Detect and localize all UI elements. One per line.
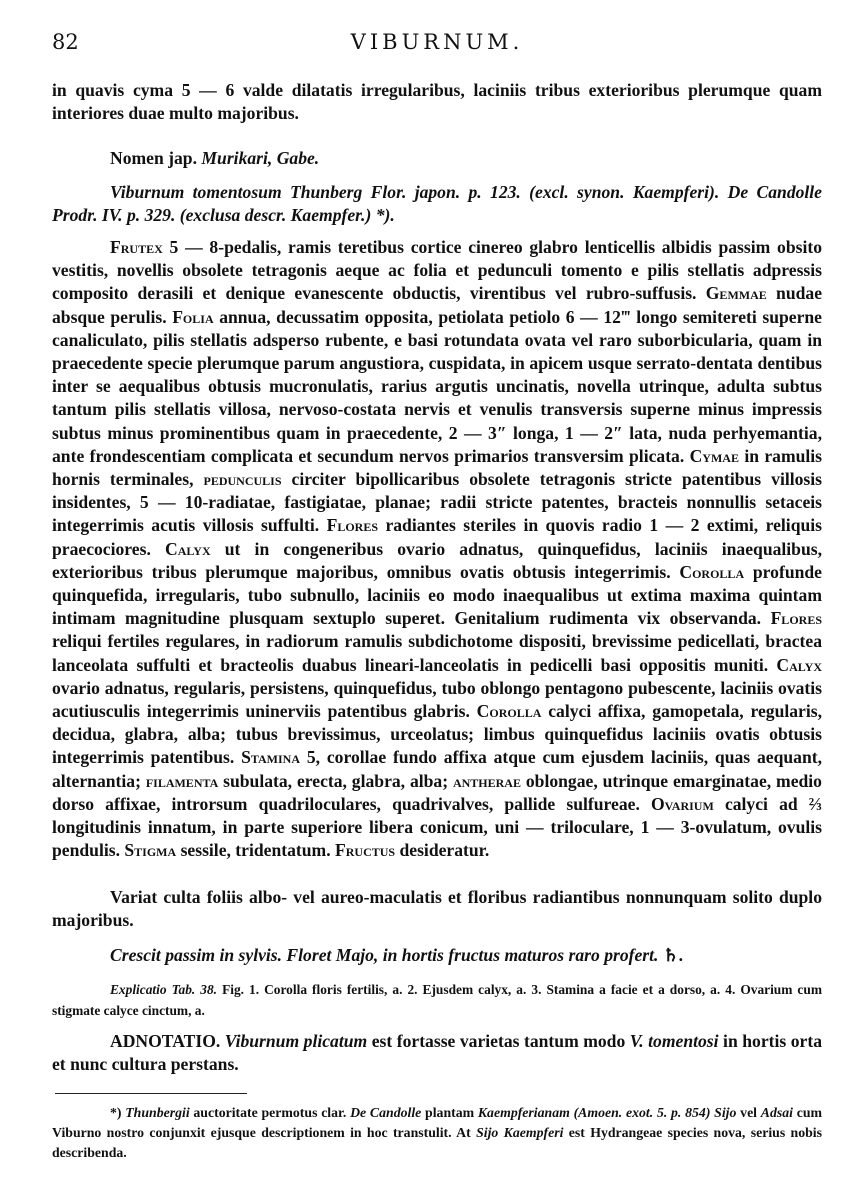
nomen-label: Nomen jap.: [110, 148, 197, 168]
term-flores: Flores: [326, 515, 379, 536]
term-folia: Folia: [172, 306, 214, 327]
footnote: [52, 1103, 822, 1163]
japanese-names: Murikari, Gabe.: [201, 148, 320, 168]
desc-text: profunde quinquefida, irregularis, tubo subnullo, laciniis eo modo inaequalibus ut extima maxima quintam intimam magnitudine plusquam sextuplo superet. Genitalium rudimenta vix observanda.: [52, 561, 822, 629]
footnote-text: vel: [736, 1105, 761, 1120]
desc-text: circiter bipollicaribus obsolete tetragonis stricte patentibus villosis insidentes, 5 — 10-radiatae, fastigiatae, planae; radii stricte patentes, bracteis nonnullis setaceis integerrimis acutis villosis suffulti.: [52, 469, 822, 536]
desc-text: oblongae, utrinque emarginatae, medio dorso affixae, introrsum quadriloculares, quadrivalves, pallide sulfureae.: [52, 770, 822, 814]
adnotatio-text: est fortasse varietas tantum modo: [367, 1031, 630, 1051]
footnote-divider: [55, 1093, 247, 1094]
footnote-text: plantam: [421, 1105, 478, 1120]
nomen-japonicum: [52, 147, 822, 170]
term-stigma: Stigma: [124, 840, 177, 861]
term-cymae: Cymae: [689, 445, 739, 466]
term-flores-fertiles: Flores: [770, 608, 822, 629]
term-antherae: antherae: [452, 770, 521, 791]
plate-explanation: [52, 979, 822, 1021]
running-title: VIBURNUM.: [350, 30, 524, 54]
term-fructus: Fructus: [335, 840, 396, 861]
shrub-symbol: ♄.: [662, 945, 684, 965]
footnote-italic: Thunbergii: [125, 1105, 190, 1120]
paragraph-cyma-continuation: in quavis cyma 5 — 6 valde dilatatis irregularibus, laciniis tribus exterioribus plerumque quam interiores duae multo majoribus.: [52, 80, 822, 124]
term-pedunculis: pedunculis: [203, 469, 282, 490]
term-stamina: Stamina: [241, 747, 300, 768]
desc-text: annua, decussatim opposita, petiolata petiolo 6 — 12‴ longo semitereti superne canaliculato, pilis stellatis adsperso rubente, e basi rotundata ovata vel raro suborbicularia, quam in praecedente specie plerumque parum angustiora, cuspidata, in apicem usque serrato-dentata dentibus inter se aequalibus obtusis mucronulatis, rarius argutis uncinatis, novella utrinque, adulta subtus tantum pilis stellatis villosa, nervoso-costata nervis et venulis transversis superne minus impressis subtus minus prominentibus quam in praecedente, 2 — 3″ longa, 1 — 2″ lata, nuda perhyemantia, ante frondescentiam complicata et secundum nervos primarios transversim plicata.: [52, 306, 822, 466]
adnotatio-species-abbrev: V. tomentosi: [629, 1031, 719, 1051]
term-corolla: Corolla: [679, 561, 745, 582]
footnote-marker: *): [110, 1105, 126, 1120]
desc-text: calyci affixa, gamopetala, regularis, decidua, glabra, alba; tubus brevissimus, urceolatus; limbus quinquefidus laciniis ovatis obtusis integerrimis patentibus.: [52, 701, 822, 768]
desc-text: desideratur.: [395, 840, 490, 861]
term-calyx-fertilis: Calyx: [776, 654, 822, 675]
running-header: [52, 30, 822, 56]
desc-text: in ramulis hornis terminales,: [52, 445, 823, 490]
footnote-italic: De Candolle: [350, 1105, 422, 1120]
term-calyx: Calyx: [165, 538, 211, 559]
desc-text: ut in congeneribus ovario adnatus, quinquefidus, laciniis inaequalibus, exterioribus tribus plerumque majoribus, omnibus ovatis obtusis integerrimis.: [52, 538, 822, 582]
footnote-italic: Sijo Kaempferi: [476, 1125, 564, 1140]
crescit-paragraph: [52, 944, 822, 967]
crescit-text: Crescit passim in sylvis. Floret Majo, in hortis fructus maturos raro profert.: [110, 945, 659, 965]
desc-text: reliqui fertiles regulares, in radiorum ramulis subdichotome dispositi, brevissime pedicellati, bractea lanceolata suffulti et bracteolis duabus lineari-lanceolatis in pedicelli basi oppositis muniti.: [52, 631, 822, 675]
species-description: [52, 236, 822, 862]
desc-text: 5, corollae fundo affixa atque cum ejusdem laciniis, quas aequant, alternantia;: [52, 747, 822, 791]
footnote-text: est Hydrangeae species nova, serius nobis describenda.: [52, 1125, 822, 1160]
page-number: 82: [52, 30, 79, 54]
desc-text: calyci ad ⅔ longitudinis innatum, in parte superiore libera conicum, uni — triloculare, 1 — 3-ovulatum, ovulis pendulis.: [52, 793, 822, 861]
footnote-italic: Kaempferianam (Amoen. exot. 5. p. 854): [477, 1105, 711, 1120]
desc-text: nudae absque perulis.: [52, 283, 823, 327]
adnotatio-text: in hortis orta et nunc cultura perstans.: [52, 1031, 822, 1075]
variat-paragraph: Variat culta foliis albo- vel aureo-maculatis et floribus radiantibus nonnunquam solito duplo majoribus.: [52, 887, 822, 931]
footnote-italic: Adsai: [760, 1105, 793, 1120]
footnote-italic: Sijo: [714, 1105, 737, 1120]
footnote-text: auctoritate permotus clar.: [189, 1105, 351, 1120]
desc-text: sessile, tridentatum.: [176, 840, 335, 861]
desc-text: radiantes steriles in quovis radio 1 — 2 extimi, reliquis praecociores.: [52, 515, 822, 559]
term-ovarium: Ovarium: [650, 793, 714, 814]
adnotatio-label: ADNOTATIO.: [110, 1031, 221, 1051]
desc-text: 5 — 8-pedalis, ramis teretibus cortice cinereo glabro lenticellis albidis passim obsito vestitis, novellis obsolete tetragonis aeque ac folia et pedunculi tomento e pilis stellatis adpressis composito derasili et denique evanescente obductis, virentibus vel rubro-suffusis.: [52, 237, 822, 304]
term-corolla-fertilis: Corolla: [476, 701, 542, 722]
term-filamenta: filamenta: [145, 770, 219, 791]
explicatio-label: Explicatio Tab. 38.: [110, 982, 218, 997]
desc-text: subulata, erecta, glabra, alba;: [218, 770, 453, 791]
adnotatio-species: Viburnum plicatum: [220, 1031, 368, 1051]
desc-text: ovario adnatus, regularis, persistens, quinquefidus, tubo oblongo pentagono pubescente, laciniis ovatis acutiusculis integerrimis uninerviis patentibus glabris.: [52, 677, 822, 722]
term-frutex: Frutex: [110, 237, 163, 257]
footnote-text: cum Viburno nostro conjunxit ejusque descriptionem in hoc transtulit. At: [52, 1105, 823, 1140]
adnotatio-paragraph: [52, 1030, 822, 1076]
term-gemmae: Gemmae: [705, 283, 767, 304]
synonymy-citation: Viburnum tomentosum Thunberg Flor. japon. p. 123. (excl. synon. Kaempferi). De Candolle Prodr. IV. p. 329. (exclusa descr. Kaempfer.) *).: [52, 182, 822, 226]
explicatio-text: Fig. 1. Corolla floris fertilis, a. 2. Ejusdem calyx, a. 3. Stamina a facie et a dorso, a. 4. Ovarium cum stigmate calyce cinctum, a.: [52, 982, 822, 1018]
